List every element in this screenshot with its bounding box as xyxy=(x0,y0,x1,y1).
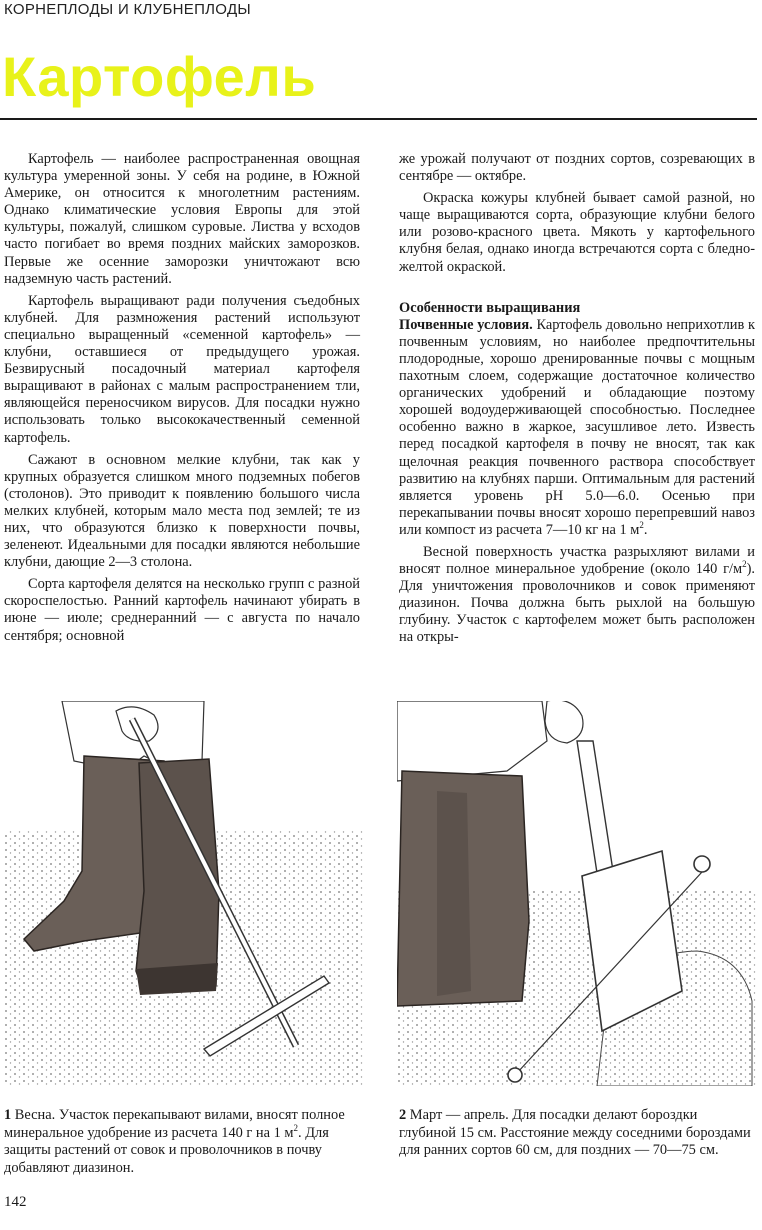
text-column-left xyxy=(4,151,360,650)
figure-number: 1 xyxy=(4,1107,12,1123)
paragraph-text: Картофель довольно неприхотлив к почвенным условиям, но наиболее предпочтительны плодородные, хорошо дренированные почвы с мощным пахотным слоем, содержащие достаточное количество органических удобрений и обладающие поэтому хорошей водоудерживающей способностью. Последнее особенно важно в жаркое, засушливое лето. Известь перед посадкой картофеля в почву не вносят, так как щелочная реакция почвенного раствора способствует развитию на клубнях парши. Оптимальным для растений является уровень pH 5.0—6.0. Осенью при перекапывании почвы вносят хорошо перепревший навоз или компост из расчета 7—10 кг на 1 м xyxy=(399,316,755,538)
section-header: КОРНЕПЛОДЫ И КЛУБНЕПЛОДЫ xyxy=(4,1,251,18)
title-divider xyxy=(0,118,757,120)
run-in-heading: Почвенные условия. xyxy=(399,316,533,333)
paragraph-spring xyxy=(399,544,755,647)
caption-text: Весна. Участок перекапывают вилами, вносят полное минеральное удобрение из расчета 140 г на 1 м xyxy=(4,1107,345,1141)
paragraph: Сорта картофеля делятся на несколько групп с разной скороспелостью. Ранний картофель начинают убирать в июне — июле; среднеранний — с августа по начало сентября; основной xyxy=(4,576,360,644)
figure-caption-right xyxy=(399,1107,751,1160)
figure-caption-left xyxy=(4,1107,356,1177)
caption-text: Март — апрель. Для посадки делают бороздки глубиной 15 см. Расстояние между соседними бороздами для ранних сортов 60 см, для поздних — 70—75 см. xyxy=(399,1107,751,1158)
spade-handle xyxy=(577,741,613,873)
text-column-right xyxy=(399,151,755,652)
superscript: 2 xyxy=(742,559,747,570)
paragraph-soil xyxy=(399,317,755,539)
peg-ring-icon xyxy=(508,1068,522,1082)
paragraph-text: Весной поверхность участка разрыхляют вилами и вносят полное минеральное удобрение (около 140 г/м xyxy=(399,543,755,578)
figure-spade-illustration xyxy=(397,701,758,1086)
paragraph-text: . xyxy=(643,521,648,538)
figure-rake-illustration xyxy=(4,701,365,1086)
spade-illustration xyxy=(397,701,758,1086)
superscript: 2 xyxy=(639,520,644,531)
page-title: Картофель xyxy=(2,45,317,108)
right-boot xyxy=(136,759,219,993)
paragraph-continuation: же урожай получают от поздних сортов, созревающих в сентябре — октябре. xyxy=(399,151,755,185)
section-subheading: Особенности выращивания xyxy=(399,299,581,316)
trousers xyxy=(397,701,547,781)
paragraph: Окраска кожуры клубней бывает самой разной, но чаще выращиваются сорта, образующие клубни белого или розово-красного цвета. Мякоть у картофельного клубня белая, однако иногда встречаются сорта с бледно-желтой окраской. xyxy=(399,190,755,275)
paragraph: Сажают в основном мелкие клубни, так как у крупных образуется слишком много подземных побегов (столонов). Это приводит к появлению большого числа мелких клубней, которым мало места под землей; те из них, что образуются близко к поверхности почвы, зеленеют. Идеальными для посадки являются небольшие клубни, дающие 2—3 столона. xyxy=(4,451,360,571)
superscript: 2 xyxy=(293,1122,299,1133)
peg-ring-icon xyxy=(694,856,710,872)
hand xyxy=(545,701,583,743)
paragraph-text: ). Для уничтожения проволочников и совок применяют диазинон. Почва должна быть рыхлой на большую глубину. Участок с картофелем может быть расположен на откры- xyxy=(399,561,755,646)
rake-illustration xyxy=(4,701,365,1086)
paragraph: Картофель выращивают ради получения съедобных клубней. Для размножения растений используют специально выращенный «семенной картофель» — клубни, оставшиеся от предыдущего урожая. Безвирусный посадочный материал картофеля выращивают в районах с малым распространением тли, являющейся переносчиком вирусов. Для посадки нужно использовать только высококачественный семенной картофель. xyxy=(4,292,360,446)
figure-number: 2 xyxy=(399,1107,407,1123)
paragraph: Картофель — наиболее распространенная овощная культура умеренной зоны. У себя на родине, в Южной Америке, он относится к многолетним растениям. Однако климатические условия Европы для этой культуры, пожалуй, слишком суровые. Листва у всходов часто погибает во время поздних майских заморозков. Первые же осенние заморозки уничтожают всю надземную часть растений. xyxy=(4,151,360,287)
caption-text: . Для защиты растений от совок и проволочников в почву добавляют диазинон. xyxy=(4,1124,329,1176)
page-number: 142 xyxy=(4,1194,27,1210)
